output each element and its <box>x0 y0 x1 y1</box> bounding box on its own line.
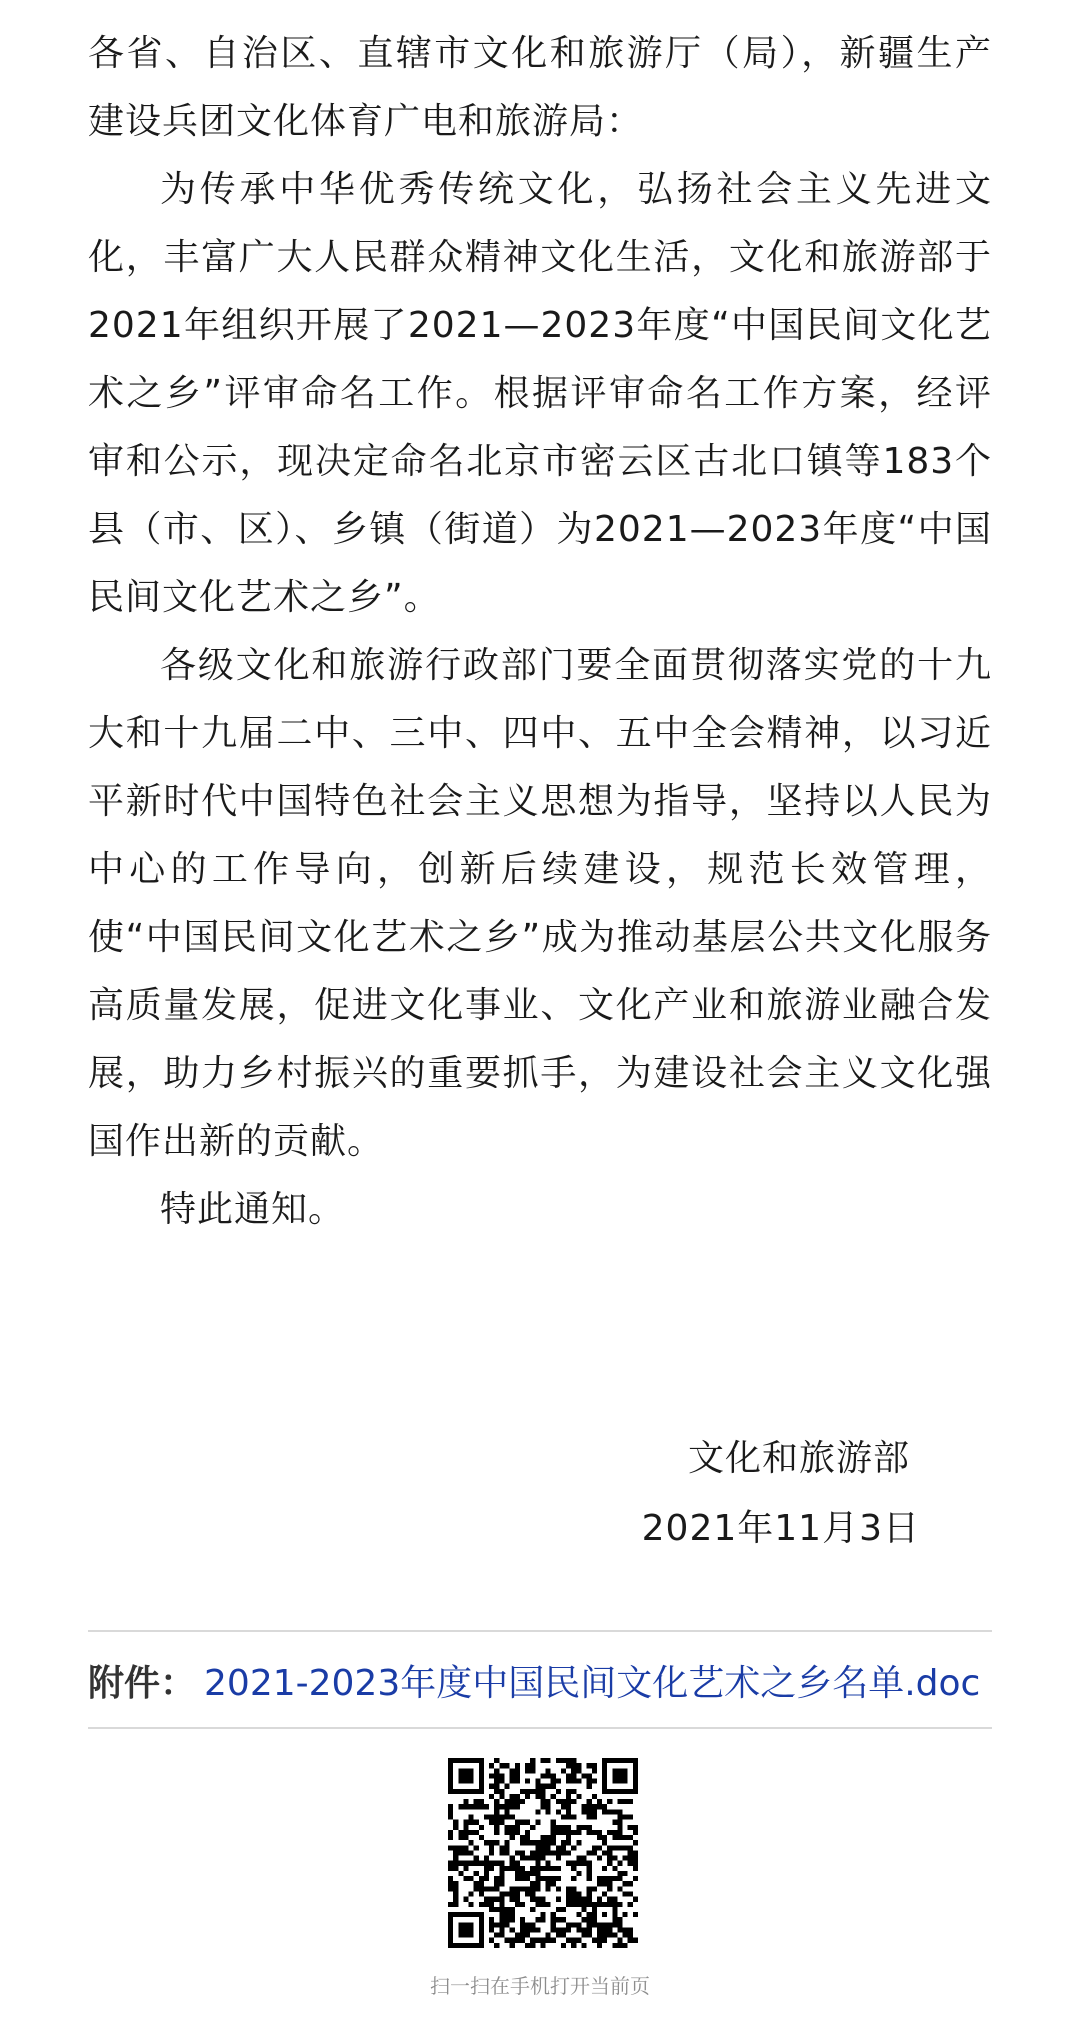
signature-organization: 文化和旅游部 <box>687 1438 910 1479</box>
paragraph: 为传承中华优秀传统文化，弘扬社会主义先进文化，丰富广大人民群众精神文化生活，文化和旅游部于2021年组织开展了2021—2023年度“中国民间文化艺术之乡”评审命名工作。根据评审命名工作方案，经评审和公示，现决定命名北京市密云区古北口镇等183个县（市、区）、乡镇（街道）为2021—2023年度“中国民间文化艺术之乡”。 <box>88 169 992 618</box>
paragraph: 特此通知。 <box>160 1189 346 1230</box>
document-body <box>88 0 992 1244</box>
qr-caption: 扫一扫在手机打开当前页 <box>430 1974 650 1998</box>
paragraph: 各级文化和旅游行政部门要全面贯彻落实党的十九大和十九届二中、三中、四中、五中全会精神，以习近平新时代中国特色社会主义思想为指导，坚持以人民为中心的工作导向，创新后续建设，规范长效管理，使“中国民间文化艺术之乡”成为推动基层公共文化服务高质量发展，促进文化事业、文化产业和旅游业融合发展，助力乡村振兴的重要抓手，为建设社会主义文化强国作出新的贡献。 <box>88 645 992 1162</box>
attachment-row <box>88 1655 980 1706</box>
divider <box>88 1727 992 1729</box>
signature-date: 2021年11月3日 <box>641 1508 920 1549</box>
divider <box>88 1630 992 1632</box>
qr-code-icon <box>448 1758 638 1948</box>
attachment-link[interactable]: 2021-2023年度中国民间文化艺术之乡名单.doc <box>204 1663 981 1704</box>
attachment-label: 附件： <box>88 1663 197 1704</box>
qr-code-graphic <box>448 1758 638 1948</box>
salutation: 各省、自治区、直辖市文化和旅游厅（局），新疆生产建设兵团文化体育广电和旅游局： <box>88 33 992 142</box>
